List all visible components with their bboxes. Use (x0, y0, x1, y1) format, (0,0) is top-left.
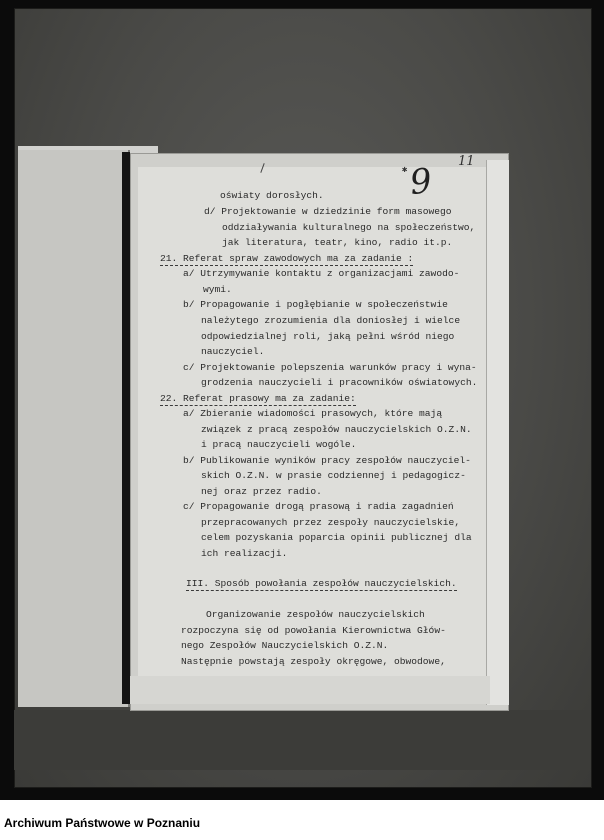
document-line: wymi. (203, 284, 232, 295)
page-number: 9 (407, 160, 434, 204)
pencil-mark-cross: ✱ (402, 165, 408, 175)
document-line: Następnie powstają zespoły okręgowe, obwodowe, (181, 656, 446, 667)
document-line: grodzenia nauczycieli i pracowników oświatowych. (201, 377, 478, 388)
archive-caption: Archiwum Państwowe w Poznaniu (4, 816, 201, 830)
left-sheet (18, 150, 130, 707)
document-line: związek z pracą zespołów nauczycielskich O.Z.N. (201, 424, 472, 435)
back-sheet-edge (486, 160, 509, 705)
document-line: b/ Publikowanie wyników pracy zespołów nauczyciel- (183, 455, 471, 466)
chapter-heading: III. Sposób powołania zespołów nauczycielskich. (186, 578, 457, 589)
document-line: Organizowanie zespołów nauczycielskich (206, 609, 425, 620)
document-line: jak literatura, teatr, kino, radio it.p. (222, 237, 453, 248)
document-line: skich O.Z.N. w prasie codziennej i pedagogicz- (201, 470, 466, 481)
document-line: nauczyciel. (201, 346, 265, 357)
section-heading: 21. Referat spraw zawodowych ma za zadanie : (160, 253, 414, 264)
document-line: oświaty dorosłych. (220, 190, 324, 201)
document-line: oddziaływania kulturalnego na społeczeństwo, (222, 222, 476, 233)
document-line: c/ Propagowanie drogą prasową i radia zagadnień (183, 501, 454, 512)
scan-frame-bottom (14, 710, 590, 770)
document-line: odpowiedzialnej roli, jaką pełni wśród niego (201, 331, 455, 342)
document-line: przepracowanych przez zespoły nauczycielskie, (201, 517, 461, 528)
binding-spine (122, 152, 130, 704)
document-line: ich realizacji. (201, 548, 288, 559)
document-line: nej oraz przez radio. (201, 486, 322, 497)
document-line: a/ Zbieranie wiadomości prasowych, które mają (183, 408, 443, 419)
corner-number: 11 (458, 154, 475, 169)
document-line: celem pozyskania poparcia opinii publicznej dla (201, 532, 472, 543)
document-line: d/ Projektowanie w dziedzinie form masowego (204, 206, 452, 217)
document-line: nego Zespołów Nauczycielskich O.Z.N. (181, 640, 389, 651)
document-line: i pracą nauczycieli wogóle. (201, 439, 357, 450)
document-line: c/ Projektowanie polepszenia warunków pracy i wyna- (183, 362, 477, 373)
document-line: należytego zrozumienia dla doniosłej i wielce (201, 315, 461, 326)
section-heading: 22. Referat prasowy ma za zadanie: (160, 393, 356, 404)
document-page-bottom (130, 676, 490, 704)
document-line: b/ Propagowanie i pogłębianie w społeczeństwie (183, 299, 448, 310)
document-line: rozpoczyna się od powołania Kierownictwa Głów- (181, 625, 446, 636)
document-line: a/ Utrzymywanie kontaktu z organizacjami zawodo- (183, 268, 460, 279)
